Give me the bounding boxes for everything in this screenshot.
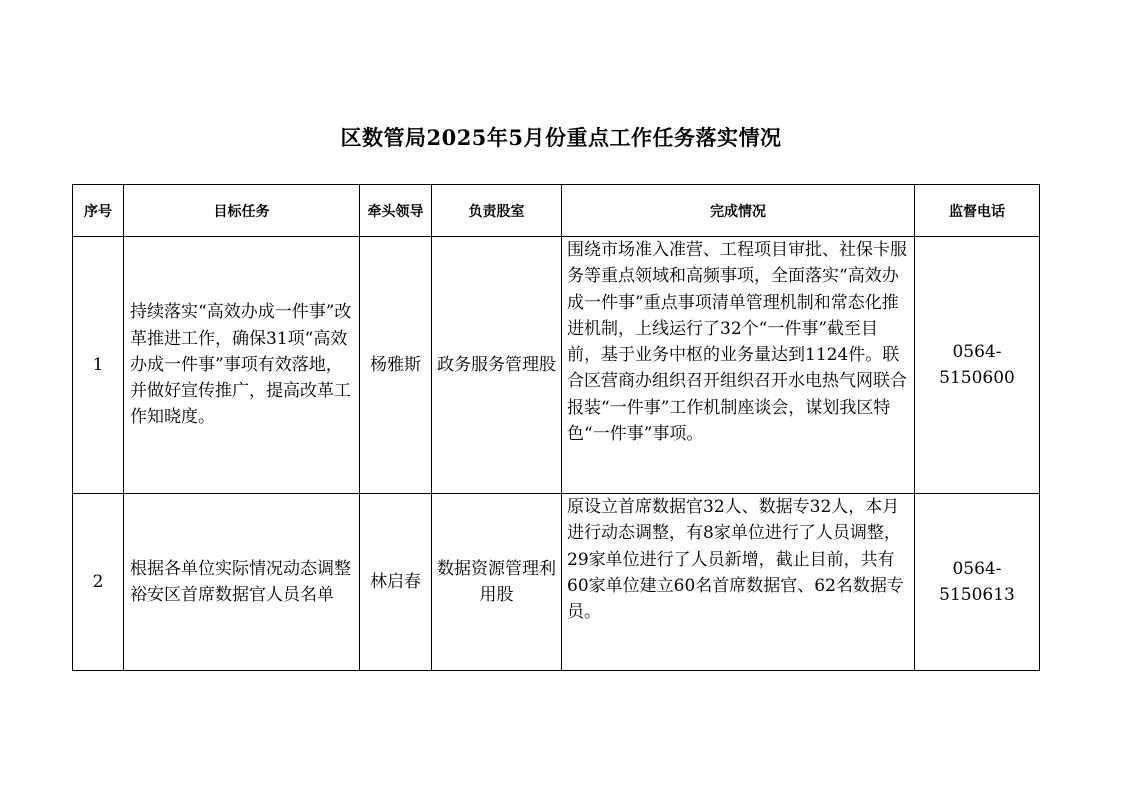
table-row [73, 494, 1040, 671]
row-department: 数据资源管理利用股 [432, 494, 562, 671]
row-department: 政务服务管理股 [432, 237, 562, 494]
row-leader: 杨雅斯 [360, 237, 432, 494]
table-row [73, 237, 1040, 494]
header-index: 序号 [73, 185, 124, 237]
row-index: 2 [73, 494, 124, 671]
row-task: 持续落实“高效办成一件事”改革推进工作，确保31项“高效办成一件事”事项有效落地，并做好宣传推广，提高改革工作知晓度。 [124, 237, 360, 494]
task-table [72, 184, 1040, 671]
row-index: 1 [73, 237, 124, 494]
row-leader: 林启春 [360, 494, 432, 671]
row-phone: 0564-5150600 [915, 237, 1040, 494]
row-phone: 0564-5150613 [915, 494, 1040, 671]
row-progress: 围绕市场准入准营、工程项目审批、社保卡服务等重点领域和高频事项，全面落实“高效办成一件事”重点事项清单管理机制和常态化推进机制，上线运行了32个“一件事”截至目前，基于业务中枢的业务量达到1124件。联合区营商办组织召开组织召开水电热气网联合报装“一件事”工作机制座谈会，谋划我区特色“一件事”事项。 [562, 237, 915, 494]
header-task: 目标任务 [124, 185, 360, 237]
row-progress: 原设立首席数据官32人、数据专32人，本月进行动态调整，有8家单位进行了人员调整，29家单位进行了人员新增，截止目前，共有60家单位建立60名首席数据官、62名数据专员。 [562, 494, 915, 671]
header-progress: 完成情况 [562, 185, 915, 237]
page-title: 区数管局2025年5月份重点工作任务落实情况 [340, 125, 782, 150]
table-header-row [73, 185, 1040, 237]
header-leader: 牵头领导 [360, 185, 432, 237]
row-task: 根据各单位实际情况动态调整裕安区首席数据官人员名单 [124, 494, 360, 671]
header-department: 负责股室 [432, 185, 562, 237]
header-phone: 监督电话 [915, 185, 1040, 237]
